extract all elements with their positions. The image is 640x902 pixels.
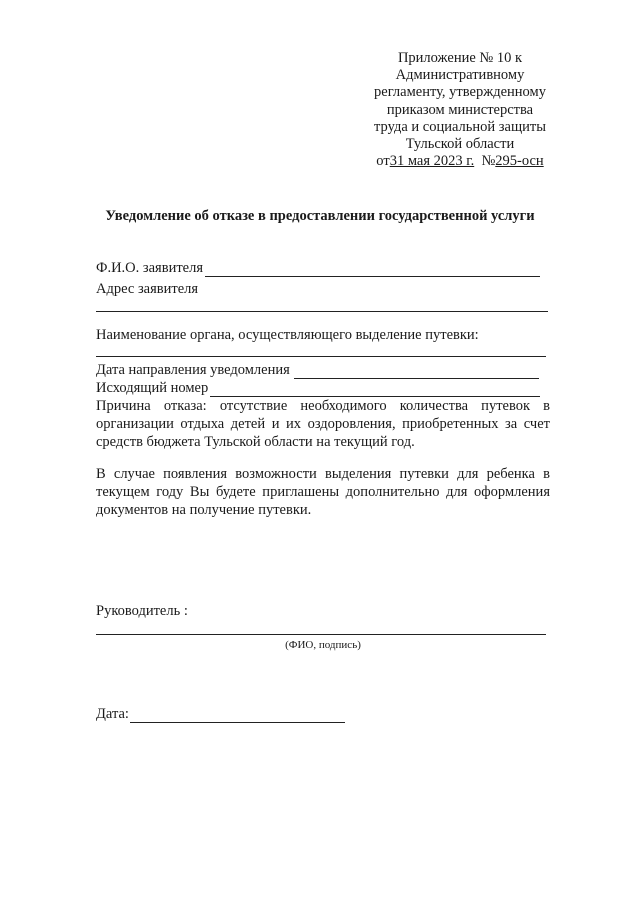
applicant-name-label: Ф.И.О. заявителя	[96, 260, 204, 276]
organ-name-label: Наименование органа, осуществляющего выделение путевки:	[96, 327, 479, 343]
organ-name-row	[96, 327, 479, 344]
head-signature-row	[96, 603, 188, 620]
appendix-line: Административному	[395, 67, 525, 84]
head-label: Руководитель :	[96, 603, 188, 619]
signature-caption	[0, 639, 640, 651]
appendix-header	[345, 50, 575, 170]
appendix-line: регламенту, утвержденному	[374, 84, 546, 101]
appendix-line: труда и социальной защиты	[374, 118, 546, 135]
refusal-reason-paragraph: Причина отказа: отсутствие необходимого количества путевок в организации отдыха детей и их оздоровления, приобретенных за счет средств бюджета Тульской области на текущий год.	[96, 398, 550, 450]
appendix-line: приказом министерства	[386, 101, 534, 118]
outgoing-number-field[interactable]	[210, 382, 540, 397]
applicant-address-label: Адрес заявителя	[96, 281, 199, 297]
organ-name-field[interactable]	[96, 356, 546, 357]
applicant-name-row	[96, 260, 540, 277]
outgoing-number-label: Исходящий номер	[96, 380, 209, 396]
applicant-name-field[interactable]	[205, 262, 540, 277]
invitation-paragraph: В случае появления возможности выделения путевки для ребенка в текущем году Вы будете приглашены дополнительно для оформления документов на получение путевки.	[96, 466, 550, 518]
date-prefix: от	[376, 153, 390, 170]
date-label: Дата:	[96, 706, 129, 722]
document-title: Уведомление об отказе в предоставлении государственной услуги	[105, 208, 535, 224]
date-row	[96, 706, 345, 723]
applicant-address-field[interactable]	[96, 311, 548, 312]
appendix-line: Приложение № 10 к	[397, 50, 523, 66]
outgoing-number-row	[96, 380, 540, 397]
order-number: 295-осн	[495, 153, 544, 170]
notification-date-field[interactable]	[294, 364, 539, 379]
appendix-date-line	[345, 153, 575, 170]
number-prefix: №	[481, 153, 496, 170]
signature-line[interactable]	[96, 634, 546, 635]
date-field[interactable]	[130, 708, 345, 723]
notification-date-label: Дата направления уведомления	[96, 362, 290, 378]
notification-date-row	[96, 362, 539, 379]
signature-caption-text: (ФИО, подпись)	[285, 639, 361, 651]
appendix-line: Тульской области	[405, 136, 515, 153]
applicant-address-row	[96, 281, 198, 298]
order-date: 31 мая 2023 г.	[389, 153, 475, 170]
